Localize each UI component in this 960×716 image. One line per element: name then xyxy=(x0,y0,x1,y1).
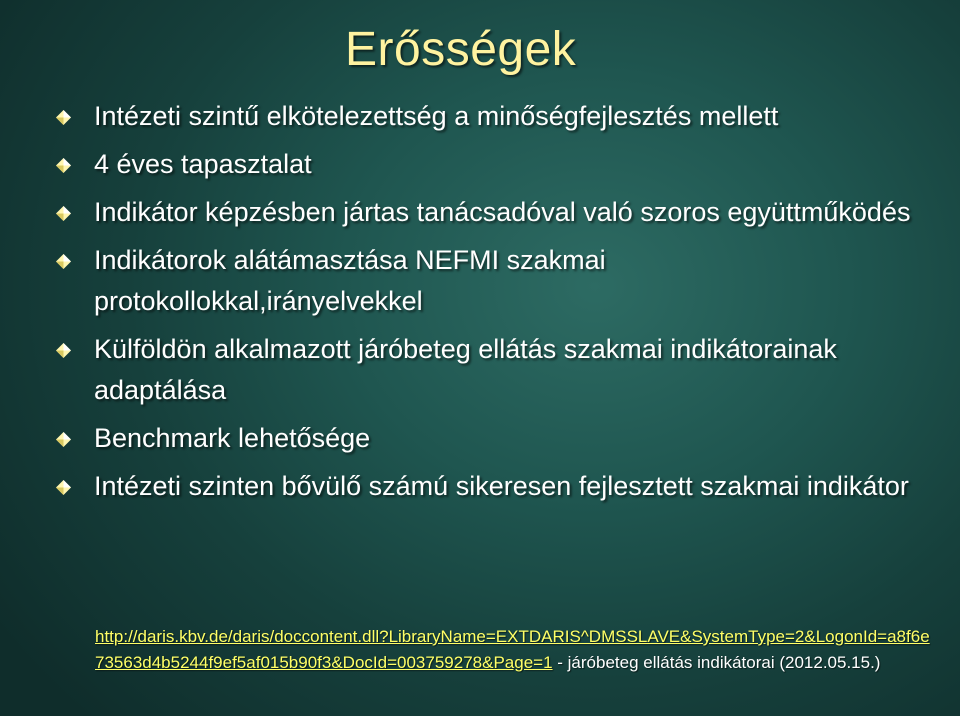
diamond-bullet-icon xyxy=(56,343,71,358)
bullet-item xyxy=(56,96,926,137)
diamond-bullet-icon xyxy=(56,254,71,269)
diamond-bullet-icon xyxy=(56,110,71,125)
bullet-item xyxy=(56,240,926,322)
bullet-text: 4 éves tapasztalat xyxy=(94,149,312,179)
bullet-text: Benchmark lehetősége xyxy=(94,423,371,453)
diamond-bullet-icon xyxy=(56,432,71,447)
bullet-text: Intézeti szinten bővülő számú sikeresen fejlesztett szakmai indikátor xyxy=(94,471,909,501)
source-citation xyxy=(95,624,935,676)
bullet-text: Indikátor képzésben jártas tanácsadóval való szoros együttműködés xyxy=(94,197,911,227)
bullet-item xyxy=(56,192,926,233)
diamond-bullet-icon xyxy=(56,480,71,495)
bullet-item xyxy=(56,466,926,507)
bullet-list xyxy=(56,96,926,514)
bullet-text: Intézeti szintű elkötelezettség a minőségfejlesztés mellett xyxy=(94,101,779,131)
bullet-item xyxy=(56,144,926,185)
slide-title: Erősségek xyxy=(345,23,577,76)
bullet-text: Külföldön alkalmazott járóbeteg ellátás szakmai indikátorainak adaptálása xyxy=(94,334,837,405)
bullet-text: Indikátorok alátámasztása NEFMI szakmai protokollokkal,irányelvekkel xyxy=(94,245,606,316)
source-description: - járóbeteg ellátás indikátorai (2012.05.15.) xyxy=(552,653,881,672)
diamond-bullet-icon xyxy=(56,158,71,173)
bullet-item xyxy=(56,329,926,411)
diamond-bullet-icon xyxy=(56,206,71,221)
source-link[interactable]: http://daris.kbv.de/daris/doccontent.dll?LibraryName=EXTDARIS^DMSSLAVE&SystemType=2&LogonId=a8f6e73563d4b5244f9ef5af015b90f3&DocId=003759278&Page=1 xyxy=(95,627,930,672)
bullet-item xyxy=(56,418,926,459)
